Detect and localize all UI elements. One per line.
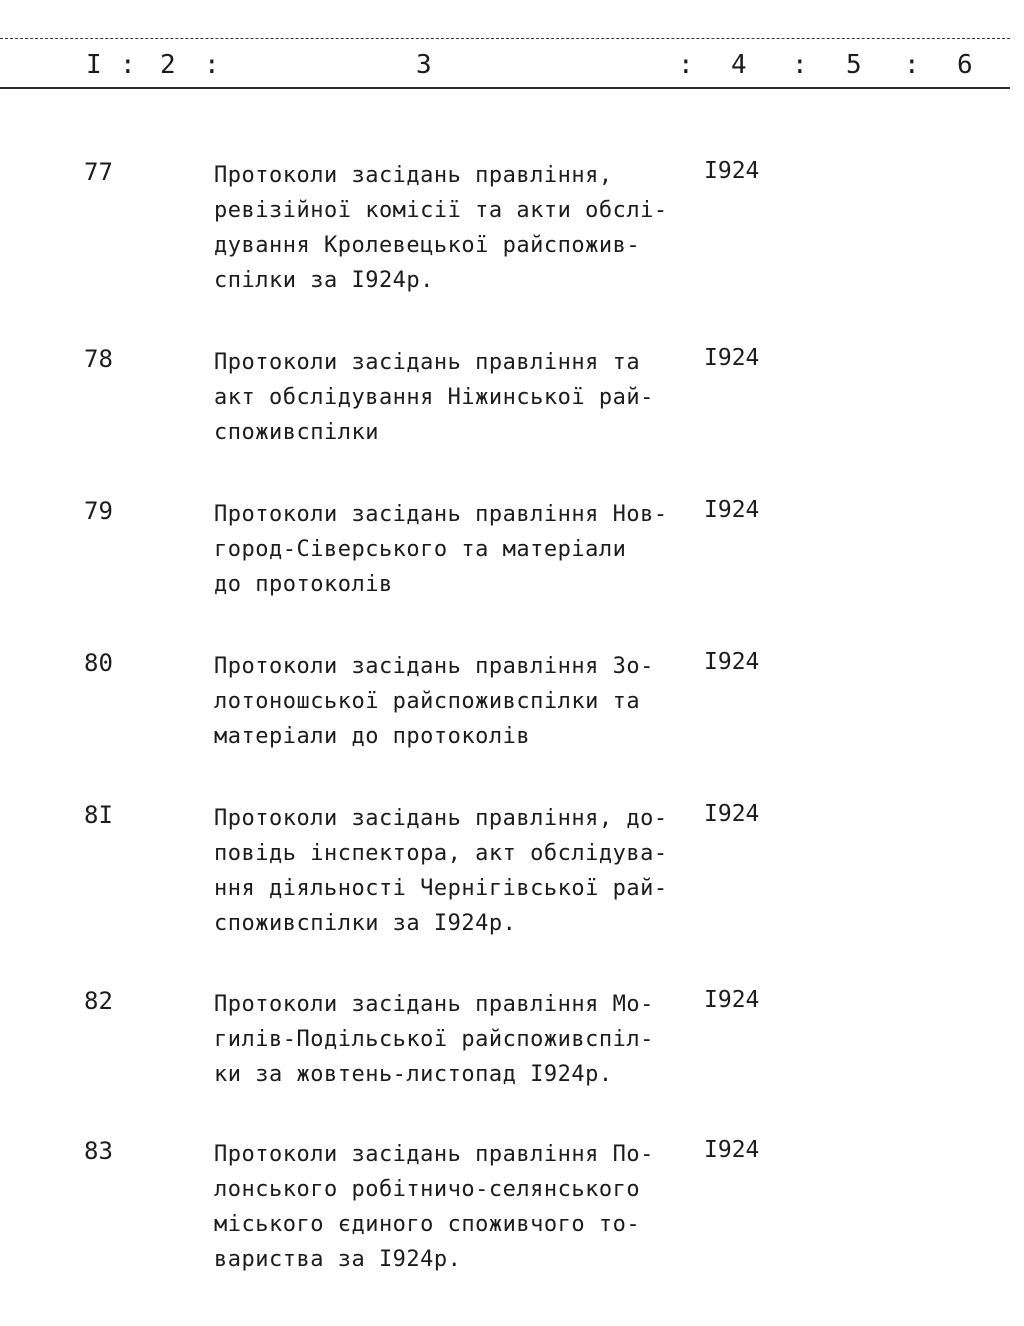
column-4-heading: 4 (731, 50, 748, 80)
entry-year: I924 (704, 345, 760, 371)
entry-title (214, 345, 704, 450)
entry-title (214, 158, 704, 298)
entry-number: 8I (84, 801, 113, 829)
entry-number: 79 (84, 497, 113, 525)
column-separator: : (678, 50, 695, 80)
entry-title-line: Протоколи засідань правління, до- (214, 806, 668, 831)
entry-title-line: споживспілки (214, 420, 379, 445)
entry-title-line: Протоколи засідань правління По- (214, 1142, 654, 1167)
entry-title-line: Протоколи засідань правління Нов- (214, 502, 668, 527)
entry-title-line: Протоколи засідань правління Зо- (214, 654, 654, 679)
entry-title-line: споживспілки за I924р. (214, 911, 517, 936)
entry-title-line: город-Сіверського та матеріали (214, 537, 627, 562)
entry-title-line: повідь інспектора, акт обслідува- (214, 841, 668, 866)
column-2-heading: 2 (160, 50, 177, 80)
entry-title-line: дування Кролевецької райспожив- (214, 233, 641, 258)
entry-title-line: матеріали до протоколів (214, 724, 531, 749)
entry-number: 77 (84, 158, 113, 186)
entry-number: 82 (84, 987, 113, 1015)
header-top-rule (0, 38, 1010, 39)
entry-year: I924 (704, 497, 760, 523)
entry-title (214, 1137, 704, 1277)
column-separator: : (204, 50, 221, 80)
entry-year: I924 (704, 649, 760, 675)
entry-title-line: Протоколи засідань правління, (214, 163, 613, 188)
column-5-heading: 5 (846, 50, 863, 80)
entry-title-line: спілки за I924р. (214, 268, 434, 293)
entry-title-line: ревізійної комісії та акти обслі- (214, 198, 668, 223)
column-separator: : (792, 50, 809, 80)
header-bottom-rule (0, 87, 1010, 89)
entry-title (214, 801, 704, 941)
column-3-heading: 3 (416, 50, 433, 80)
column-header-row (0, 50, 1010, 84)
entry-title-line: до протоколів (214, 572, 393, 597)
entry-title-line: лотоношської райспоживспілки та (214, 689, 641, 714)
column-6-heading: 6 (957, 50, 974, 80)
column-1-heading: I (86, 50, 103, 80)
entry-title-line: акт обслідування Ніжинської рай- (214, 385, 654, 410)
entry-title-line: вариства за I924р. (214, 1247, 462, 1272)
entry-title (214, 987, 704, 1092)
entry-year: I924 (704, 987, 760, 1013)
entry-title-line: гилів-Подільської райспоживспіл- (214, 1027, 654, 1052)
entry-title-line: Протоколи засідань правління та (214, 350, 641, 375)
entry-number: 83 (84, 1137, 113, 1165)
entry-title (214, 497, 704, 602)
entry-year: I924 (704, 1137, 760, 1163)
entry-title-line: Протоколи засідань правління Мо- (214, 992, 654, 1017)
entry-year: I924 (704, 158, 760, 184)
entry-title-line: ння діяльності Чернігівської рай- (214, 876, 668, 901)
entry-number: 80 (84, 649, 113, 677)
entry-number: 78 (84, 345, 113, 373)
entry-title-line: міського єдиного споживчого то- (214, 1212, 641, 1237)
entry-title-line: лонського робітничо-селянського (214, 1177, 641, 1202)
entry-title (214, 649, 704, 754)
column-separator: : (120, 50, 137, 80)
entry-title-line: ки за жовтень-листопад I924р. (214, 1062, 613, 1087)
column-separator: : (904, 50, 921, 80)
entry-year: I924 (704, 801, 760, 827)
